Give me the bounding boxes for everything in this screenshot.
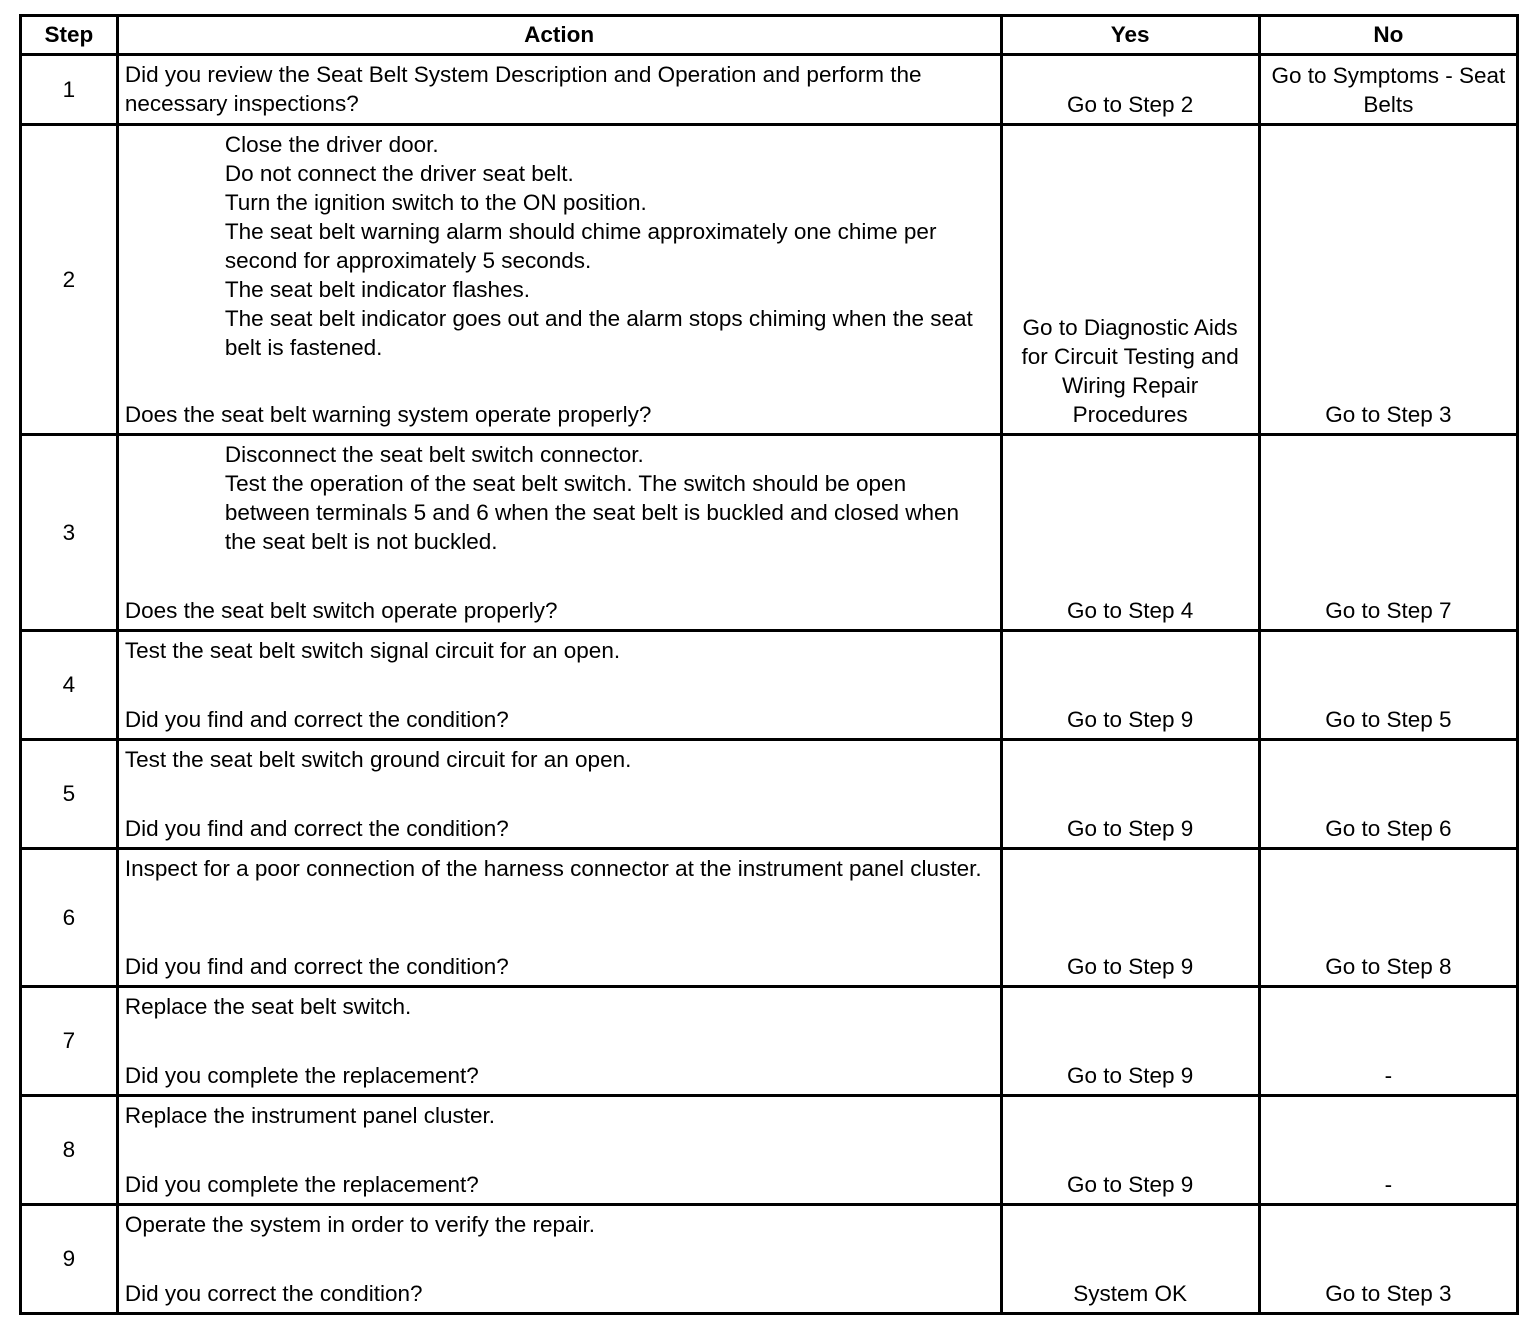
no-result-cell — [1259, 55, 1517, 125]
table-row — [21, 55, 1518, 125]
yes-result: Go to Step 2 — [1066, 92, 1194, 117]
step-number: 6 — [21, 849, 118, 987]
yes-result-cell — [1001, 631, 1259, 740]
no-result-cell — [1259, 435, 1517, 631]
action-substep: Do not connect the driver seat belt. — [224, 161, 574, 186]
step-number: 3 — [21, 435, 118, 631]
action-instruction: Replace the seat belt switch. — [124, 994, 412, 1019]
header-yes: Yes — [1001, 16, 1259, 55]
action-instruction: Inspect for a poor connection of the harness connector at the instrument panel cluster. — [124, 856, 982, 881]
yes-result-cell — [1001, 849, 1259, 987]
table-row — [21, 740, 1518, 849]
no-result-cell — [1259, 1096, 1517, 1205]
action-cell — [117, 125, 1001, 435]
action-cell — [117, 1205, 1001, 1314]
table-row — [21, 631, 1518, 740]
no-result: Go to Step 8 — [1325, 954, 1452, 979]
table-row — [21, 125, 1518, 435]
action-cell — [117, 435, 1001, 631]
no-result: Go to Step 7 — [1325, 598, 1452, 623]
action-question: Did you complete the replacement? — [124, 1063, 479, 1088]
yes-result-cell — [1001, 1205, 1259, 1314]
action-substep: Turn the ignition switch to the ON position. — [224, 190, 647, 215]
yes-result: Go to Step 9 — [1066, 954, 1194, 979]
action-instruction: Test the seat belt switch signal circuit for an open. — [124, 638, 621, 663]
no-result-cell — [1259, 631, 1517, 740]
action-question: Did you complete the replacement? — [124, 1172, 479, 1197]
table-row — [21, 435, 1518, 631]
action-instruction: Did you review the Seat Belt System Description and Operation and perform the necessary inspections? — [124, 62, 922, 116]
yes-result-cell — [1001, 125, 1259, 435]
no-result: - — [1384, 1172, 1393, 1197]
no-result-cell — [1259, 740, 1517, 849]
table-body — [21, 55, 1518, 1314]
action-substep: The seat belt warning alarm should chime approximately one chime per second for approximately 5 seconds. — [224, 219, 937, 273]
no-result: Go to Step 6 — [1325, 816, 1452, 841]
no-result: - — [1384, 1063, 1393, 1088]
step-number: 9 — [21, 1205, 118, 1314]
no-result: Go to Step 3 — [1325, 402, 1452, 427]
step-number: 4 — [21, 631, 118, 740]
action-substep: Close the driver door. — [224, 132, 439, 157]
action-question: Did you find and correct the condition? — [124, 707, 509, 732]
table-row — [21, 1096, 1518, 1205]
action-substep: Test the operation of the seat belt switch. The switch should be open between terminals 5 and 6 when the seat belt is buckled and closed when the seat belt is not buckled. — [224, 471, 960, 554]
table-row — [21, 1205, 1518, 1314]
no-result-cell — [1259, 1205, 1517, 1314]
step-number: 1 — [21, 55, 118, 125]
no-result-cell — [1259, 849, 1517, 987]
yes-result-cell — [1001, 435, 1259, 631]
header-row — [21, 16, 1518, 55]
yes-result: Go to Step 9 — [1066, 707, 1194, 732]
action-cell — [117, 740, 1001, 849]
yes-result-cell — [1001, 987, 1259, 1096]
action-question: Did you find and correct the condition? — [124, 816, 509, 841]
action-question: Did you find and correct the condition? — [124, 954, 509, 979]
action-cell — [117, 1096, 1001, 1205]
yes-result-cell — [1001, 740, 1259, 849]
action-instruction: Replace the instrument panel cluster. — [124, 1103, 496, 1128]
action-substep: Disconnect the seat belt switch connector. — [224, 442, 644, 467]
step-number: 8 — [21, 1096, 118, 1205]
no-result: Go to Step 3 — [1325, 1281, 1452, 1306]
yes-result: Go to Step 9 — [1066, 1172, 1194, 1197]
yes-result: Go to Step 9 — [1066, 816, 1194, 841]
step-number: 2 — [21, 125, 118, 435]
yes-result-cell — [1001, 55, 1259, 125]
diagnostic-table — [19, 14, 1519, 1315]
no-result: Go to Symptoms - Seat Belts — [1271, 63, 1506, 117]
header-step: Step — [21, 16, 118, 55]
step-number: 7 — [21, 987, 118, 1096]
action-cell — [117, 631, 1001, 740]
header-action: Action — [117, 16, 1001, 55]
action-instruction: Operate the system in order to verify the repair. — [124, 1212, 596, 1237]
no-result-cell — [1259, 987, 1517, 1096]
table-row — [21, 987, 1518, 1096]
action-cell — [117, 987, 1001, 1096]
yes-result: Go to Diagnostic Aids for Circuit Testing and Wiring Repair Procedures — [1021, 315, 1239, 427]
action-instruction: Test the seat belt switch ground circuit for an open. — [124, 747, 632, 772]
action-question: Does the seat belt warning system operate properly? — [124, 402, 652, 427]
action-substep: The seat belt indicator goes out and the alarm stops chiming when the seat belt is fastened. — [224, 306, 973, 360]
action-question: Does the seat belt switch operate properly? — [124, 598, 558, 623]
no-result-cell — [1259, 125, 1517, 435]
table-row — [21, 849, 1518, 987]
yes-result: Go to Step 9 — [1066, 1063, 1194, 1088]
yes-result: Go to Step 4 — [1066, 598, 1194, 623]
action-question: Did you correct the condition? — [124, 1281, 423, 1306]
action-substep: The seat belt indicator flashes. — [224, 277, 530, 302]
no-result: Go to Step 5 — [1325, 707, 1452, 732]
step-number: 5 — [21, 740, 118, 849]
header-no: No — [1259, 16, 1517, 55]
action-cell — [117, 849, 1001, 987]
yes-result: System OK — [1073, 1281, 1187, 1306]
yes-result-cell — [1001, 1096, 1259, 1205]
action-cell — [117, 55, 1001, 125]
